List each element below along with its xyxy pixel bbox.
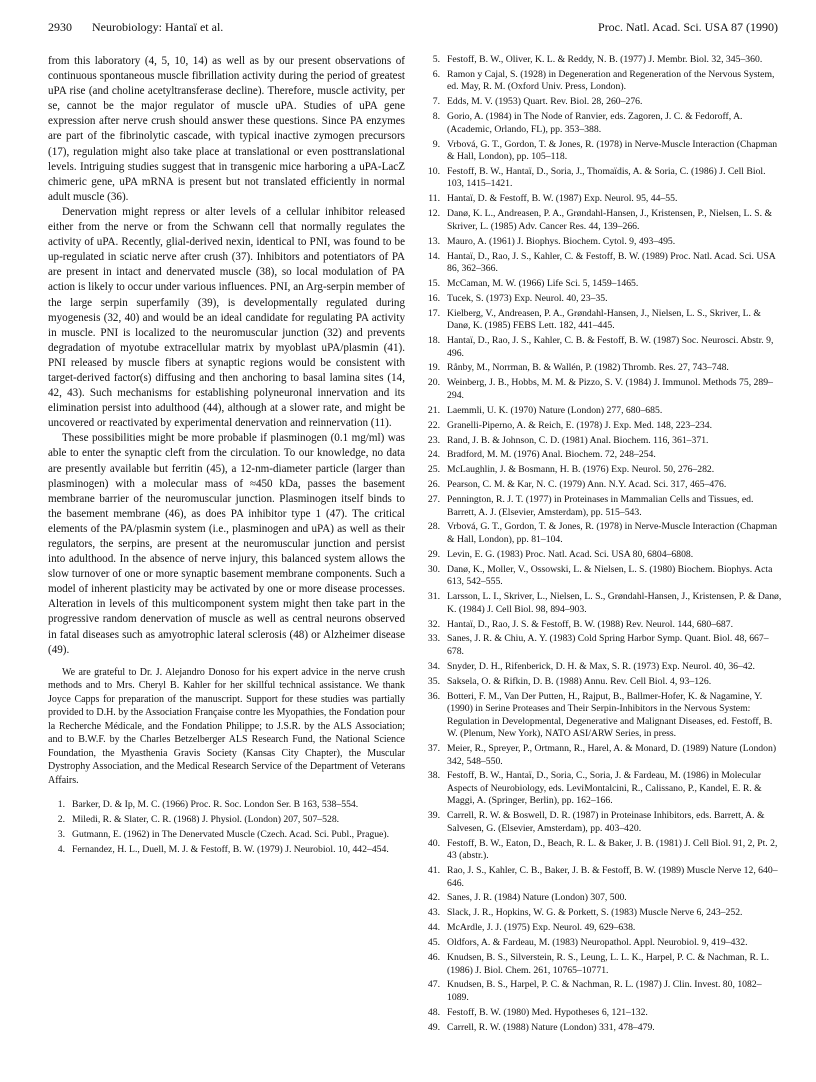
reference-item [48,829,405,842]
reference-text: McLaughlin, J. & Bosmann, H. B. (1976) Exp. Neurol. 50, 276–282. [447,464,715,476]
reference-item [423,743,783,768]
reference-item [48,799,405,812]
reference-item [423,591,783,616]
reference-text: Pearson, C. M. & Kar, N. C. (1979) Ann. N.Y. Acad. Sci. 317, 465–476. [447,479,727,491]
reference-text: Bradford, M. M. (1976) Anal. Biochem. 72, 248–254. [447,449,656,461]
reference-number: 22. [427,419,440,431]
reference-text: Knudsen, B. S., Silverstein, R. S., Leung, L. L. K., Harpel, P. C. & Nachman, R. L. (1986) J. Biol. Chem. 261, 10765–10771. [447,952,770,976]
reference-item [423,96,783,109]
reference-text: Rånby, M., Norrman, B. & Wallén, P. (1982) Thromb. Res. 27, 743–748. [447,362,729,374]
body-paragraph: These possibilities might be more probable if plasminogen (0.1 mg/ml) was able to enter the synaptic cleft from the circulation. To our knowledge, no data are presently available but ferritin (45), a 12-nm-diameter particle (larger than plasminogen) with a molecular mass of ≈450 kDa, passes the basement membrane barrier of the neuromuscular junction. Plasminogen itself binds to the basement membrane (46), as does PA inhibitor type 1 (47). The critical elements of the PA/plasmin system (i.e., plasminogen and uPA) as well as their regulators, the serpins, are present at the neuromuscular junction and persist into adulthood. In the absence of nerve injury, this balanced system allows the slow turnover of one or more synaptic basement membrane components. Such a model of inherent plasticity may be activated by one or more disease processes. Alteration in levels of this multicomponent system might then take part in the progressive random denervation of muscle as well as central neurons observed in fatal diseases such as amyotrophic lateral sclerosis (48) or Alzheimer disease (49). [48,432,405,656]
reference-item [423,479,783,492]
reference-number: 41. [427,865,440,877]
reference-number: 21. [427,404,440,416]
reference-number: 30. [427,563,440,575]
reference-text: Botteri, F. M., Van Der Putten, H., Rajput, B., Ballmer-Hofer, K. & Nagamine, Y. (1990) in Serine Proteases and Their Serpin-Inhibitors in the Nervous System: Regulation in Developmental, Degenerative and Malignant Diseases, ed. Festoff, B. W. (Plenum, New York), NATO ASI/ARW Series, in press. [447,690,773,740]
reference-text: Carrell, R. W. & Boswell, D. R. (1987) in Proteinase Inhibitors, eds. Barrett, A. & Salvesen, G. (Elsevier, Amsterdam), pp. 403–420. [447,810,765,834]
reference-number: 38. [427,770,440,782]
reference-number: 11. [428,193,440,205]
reference-item [423,69,783,94]
acknowledgment: We are grateful to Dr. J. Alejandro Donoso for his expert advice in the nerve crush methods and to Mrs. Cheryl B. Kahler for her skillful technical assistance. We thank Joyce Capps for preparation of the manuscript. Support for these studies was partially provided to D.H. by the Association Française contre les Myopathies, the Fondation pour la Recherche Médicale, and the Fondation Philippe; to J.S.R. by the ALS Association; and to B.W.F. by the Charles Betzelberger ALS Research Fund, the National Science Foundation, the Myasthenia Gravis Society (Kansas City Chapter), the Muscular Dystrophy Association, and the Medical Research Service of the Department of Veterans Affairs. [48,666,405,786]
reference-number: 25. [427,464,440,476]
reference-number: 1. [57,799,65,811]
reference-text: Hantaï, D., Rao, J. S. & Festoff, B. W. (1988) Rev. Neurol. 144, 680–687. [447,618,734,630]
reference-number: 36. [427,690,440,702]
reference-item [423,464,783,477]
reference-text: Mauro, A. (1961) J. Biophys. Biochem. Cytol. 9, 493–495. [447,235,676,247]
reference-number: 34. [427,660,440,672]
reference-text: Fernandez, H. L., Duell, M. J. & Festoff, B. W. (1979) J. Neurobiol. 10, 442–454. [72,843,389,855]
reference-number: 5. [432,54,440,65]
reference-number: 37. [427,743,440,754]
reference-text: Danø, K., Moller, V., Ossowski, L. & Nielsen, L. S. (1980) Biochem. Biophys. Acta 613, 542–555. [447,563,773,588]
reference-number: 13. [427,235,440,247]
reference-item [48,844,405,857]
reference-text: Slack, J. R., Hopkins, W. G. & Porkett, S. (1983) Muscle Nerve 6, 243–252. [447,907,743,919]
body-paragraph: from this laboratory (4, 5, 10, 14) as well as by our present observations of continuous spontaneous muscle fibrillation activity during the period of greatest uPA rise (and choline acetyltransferase decline). Therefore, muscle activity, per se, cannot be the major regulator of muscle uPA. Studies of uPA gene expression after nerve crush should answer these questions. Since PA enzymes are part of the fibrinolytic cascade, with typical inactive zymogen precursors (17), regulation might also take place at translational or even posttranslational levels. Intriguing studies suggest that in transgenic mice harboring a uPA-LacZ chimeric gene, uPA mRNA is present but not translated efficiently in normal adult muscle (36). [48,55,405,203]
reference-item [423,922,783,935]
reference-text: Meier, R., Spreyer, P., Ortmann, R., Harel, A. & Monard, D. (1989) Nature (London) 342, 548–550. [447,743,777,767]
reference-number: 16. [427,292,440,304]
reference-item [423,362,783,375]
reference-item [423,907,783,920]
reference-text: Sanes, J. R. (1984) Nature (London) 307, 500. [447,892,627,904]
reference-item [423,979,783,1004]
reference-number: 49. [427,1021,440,1033]
reference-list-left [48,799,405,856]
reference-item [423,405,783,418]
reference-text: Gutmann, E. (1962) in The Denervated Muscle (Czech. Acad. Sci. Publ., Prague). [72,829,390,841]
reference-item [423,865,783,890]
reference-number: 7. [432,96,440,108]
reference-item [423,420,783,433]
reference-item [423,335,783,360]
left-column [48,54,405,859]
reference-item [423,952,783,977]
reference-text: Rand, J. B. & Johnson, C. D. (1981) Anal. Biochem. 116, 361–371. [447,434,709,446]
reference-number: 20. [427,377,440,389]
reference-number: 26. [427,479,440,491]
reference-number: 6. [432,68,440,80]
reference-number: 35. [427,675,440,687]
reference-item [423,661,783,674]
reference-item [423,937,783,950]
reference-text: Granelli-Piperno, A. & Reich, E. (1978) J. Exp. Med. 148, 223–234. [447,419,713,431]
reference-item [423,564,783,589]
reference-item [423,251,783,276]
reference-item [423,193,783,206]
reference-number: 43. [427,907,440,919]
reference-number: 14. [427,250,440,262]
reference-text: Laemmli, U. K. (1970) Nature (London) 277, 680–685. [447,404,663,416]
reference-number: 12. [427,208,440,220]
reference-text: Rao, J. S., Kahler, C. B., Baker, J. B. & Festoff, B. W. (1989) Muscle Nerve 12, 640–646. [447,865,778,889]
reference-item [423,208,783,233]
reference-text: Hantaï, D., Rao, J. S., Kahler, C. & Festoff, B. W. (1989) Proc. Natl. Acad. Sci. USA 86, 362–366. [447,250,776,275]
reference-number: 32. [427,618,440,630]
reference-list-right [423,54,783,1034]
reference-item [423,308,783,333]
reference-text: Gorio, A. (1984) in The Node of Ranvier, eds. Zagoren, J. C. & Fedoroff, A. (Academic, Orlando, FL), pp. 353–388. [447,111,743,135]
reference-text: Ramon y Cajal, S. (1928) in Degeneration and Regeneration of the Nervous System, ed. May, R. M. (Oxford Univ. Press, London). [447,68,775,93]
reference-number: 23. [427,434,440,446]
reference-text: Saksela, O. & Rifkin, D. B. (1988) Annu. Rev. Cell Biol. 4, 93–126. [447,675,712,687]
reference-number: 17. [427,307,440,319]
reference-item [423,166,783,191]
reference-text: Weinberg, J. B., Hobbs, M. M. & Pizzo, S. V. (1984) J. Immunol. Methods 75, 289–294. [447,377,773,401]
reference-number: 2. [57,814,65,826]
reference-item [423,838,783,863]
reference-item [423,1022,783,1035]
reference-text: Miledi, R. & Slater, C. R. (1968) J. Physiol. (London) 207, 507–528. [72,814,340,826]
reference-number: 44. [427,922,440,934]
reference-number: 9. [432,138,440,150]
reference-item [423,139,783,164]
reference-item [423,691,783,741]
reference-item [423,770,783,808]
reference-text: Tucek, S. (1973) Exp. Neurol. 40, 23–35. [447,292,608,304]
reference-number: 45. [427,937,440,949]
reference-number: 48. [427,1006,440,1018]
page-header [48,20,778,40]
reference-item [423,633,783,658]
reference-number: 47. [427,979,440,991]
reference-text: Festoff, B. W., Hantaï, D., Soria, J., Thomaïdis, A. & Soria, C. (1986) J. Cell Biol. 103, 1415–1421. [447,165,766,190]
reference-text: Snyder, D. H., Rifenberick, D. H. & Max, S. R. (1973) Exp. Neurol. 40, 36–42. [447,660,755,672]
right-column [423,54,783,1037]
reference-number: 40. [427,837,440,849]
reference-number: 42. [427,892,440,904]
reference-text: Vrbová, G. T., Gordon, T. & Jones, R. (1978) in Nerve-Muscle Interaction (Chapman & Hall, London), pp. 105–118. [447,138,778,163]
reference-item [423,111,783,136]
reference-number: 24. [427,449,440,461]
page-number: 2930 [48,20,72,34]
reference-item [423,494,783,519]
reference-number: 27. [427,494,440,506]
reference-text: Pennington, R. J. T. (1977) in Proteinases in Mammalian Cells and Tissues, ed. Barrett, A. J. (Elsevier, Amsterdam), pp. 515–543. [447,494,754,518]
reference-text: Kielberg, V., Andreasen, P. A., Grøndahl-Hansen, J., Nielsen, L. S., Skriver, L. & Danø, K. (1985) FEBS Lett. 182, 441–445. [447,307,761,332]
reference-number: 3. [57,829,65,841]
reference-number: 19. [427,362,440,374]
reference-number: 46. [427,952,440,964]
reference-item [423,435,783,448]
reference-number: 39. [427,810,440,822]
reference-text: Vrbová, G. T., Gordon, T. & Jones, R. (1978) in Nerve-Muscle Interaction (Chapman & Hall, London), pp. 81–104. [447,521,778,545]
reference-number: 33. [427,633,440,645]
reference-item [423,676,783,689]
body-paragraph: Denervation might repress or alter levels of a cellular inhibitor released either from the nerve or from the Schwann cell that normally regulates the activity of uPA. Recently, glial-derived nexin, identical to PNI, was found to be up-regulated in sciatic nerve after crush (37). Inhibitors and potentiators of PA are present in intact and denervated muscle (38), so local modulation of PA action is likely to occur under various influences. PNI, an Arg-serpin member of the large serpin superfamily (39), is developmentally regulated during myogenesis (32, 40) and would be an ideal candidate for regulating PA activity in muscle. PNI is localized to the neuromuscular junction (32) and prevents degradation of myotube extracellular matrix by myoblast uPA/plasmin (41). PNI released by muscle fibers at synaptic regions would be consistent with target-derived factor(s) diffusing and then anchoring to basal lamina sites (14, 42, 43). Such mechanisms for establishing polyneuronal innervation and its elimination persist into adulthood (44), although at a slower rate, and might be uncovered or reactivated by experimental denervation and reinnervation (11). [48,205,405,430]
reference-item [423,1007,783,1020]
reference-item [423,293,783,306]
reference-item [423,54,783,67]
reference-item [423,236,783,249]
reference-number: 10. [427,165,440,177]
reference-item [423,521,783,546]
reference-number: 8. [432,111,440,123]
reference-text: Festoff, B. W., Hantaï, D., Soria, C., Soria, J. & Fardeau, M. (1986) in Molecular Aspects of Neurobiology, eds. LeviMontalcini, R., Calissano, P., Kandel, E. R. & Maggi, A. (Springer, Berlin), pp. 162–166. [447,770,762,807]
reference-number: 18. [427,335,440,347]
reference-text: Levin, E. G. (1983) Proc. Natl. Acad. Sci. USA 80, 6804–6808. [447,548,694,560]
reference-text: Sanes, J. R. & Chiu, A. Y. (1983) Cold Spring Harbor Symp. Quant. Biol. 48, 667–678. [447,633,769,657]
reference-item [423,449,783,462]
reference-text: Festoff, B. W. (1980) Med. Hypotheses 6, 121–132. [447,1006,648,1018]
reference-number: 29. [427,548,440,560]
reference-item [423,377,783,402]
reference-text: Barker, D. & Ip, M. C. (1966) Proc. R. Soc. London Ser. B 163, 538–554. [72,799,359,811]
running-title: Neurobiology: Hantaï et al. [92,20,224,34]
reference-text: Larsson, L. I., Skriver, L., Nielsen, L. S., Grøndahl-Hansen, J., Kristensen, P. & Danø, K. (1984) J. Cell Biol. 98, 894–903. [447,591,782,615]
reference-item [423,549,783,562]
reference-text: Hantaï, D., Rao, J. S., Kahler, C. B. & Festoff, B. W. (1987) Soc. Neurosci. Abstr. 9, 496. [447,335,774,359]
reference-text: McCaman, M. W. (1966) Life Sci. 5, 1459–1465. [447,277,639,289]
reference-text: Festoff, B. W., Eaton, D., Beach, R. L. & Baker, J. B. (1981) J. Cell Biol. 91, 2, Pt. 2, 43 (abstr.). [447,837,778,862]
reference-number: 4. [57,843,65,855]
reference-text: Festoff, B. W., Oliver, K. L. & Reddy, N. B. (1977) J. Membr. Biol. 32, 345–360. [447,54,763,65]
reference-item [48,814,405,827]
reference-item [423,810,783,835]
reference-number: 31. [427,591,440,603]
reference-text: Oldfors, A. & Fardeau, M. (1983) Neuropathol. Appl. Neurobiol. 9, 419–432. [447,937,748,949]
reference-text: Hantaï, D. & Festoff, B. W. (1987) Exp. Neurol. 95, 44–55. [447,193,678,205]
reference-number: 28. [427,521,440,533]
reference-number: 15. [427,277,440,289]
reference-item [423,278,783,291]
reference-item [423,619,783,632]
reference-text: Carrell, R. W. (1988) Nature (London) 331, 478–479. [447,1021,655,1033]
reference-text: Knudsen, B. S., Harpel, P. C. & Nachman, R. L. (1987) J. Clin. Invest. 80, 1082–1089. [447,979,762,1003]
reference-item [423,892,783,905]
reference-text: McArdle, J. J. (1975) Exp. Neurol. 49, 629–638. [447,922,636,934]
reference-text: Danø, K. L., Andreasen, P. A., Grøndahl-Hansen, J., Kristensen, P., Nielsen, L. S. & Skriver, L. (1985) Adv. Cancer Res. 44, 139–266. [447,208,773,232]
reference-text: Edds, M. V. (1953) Quart. Rev. Biol. 28, 260–276. [447,96,643,108]
journal-citation: Proc. Natl. Acad. Sci. USA 87 (1990) [598,20,778,34]
